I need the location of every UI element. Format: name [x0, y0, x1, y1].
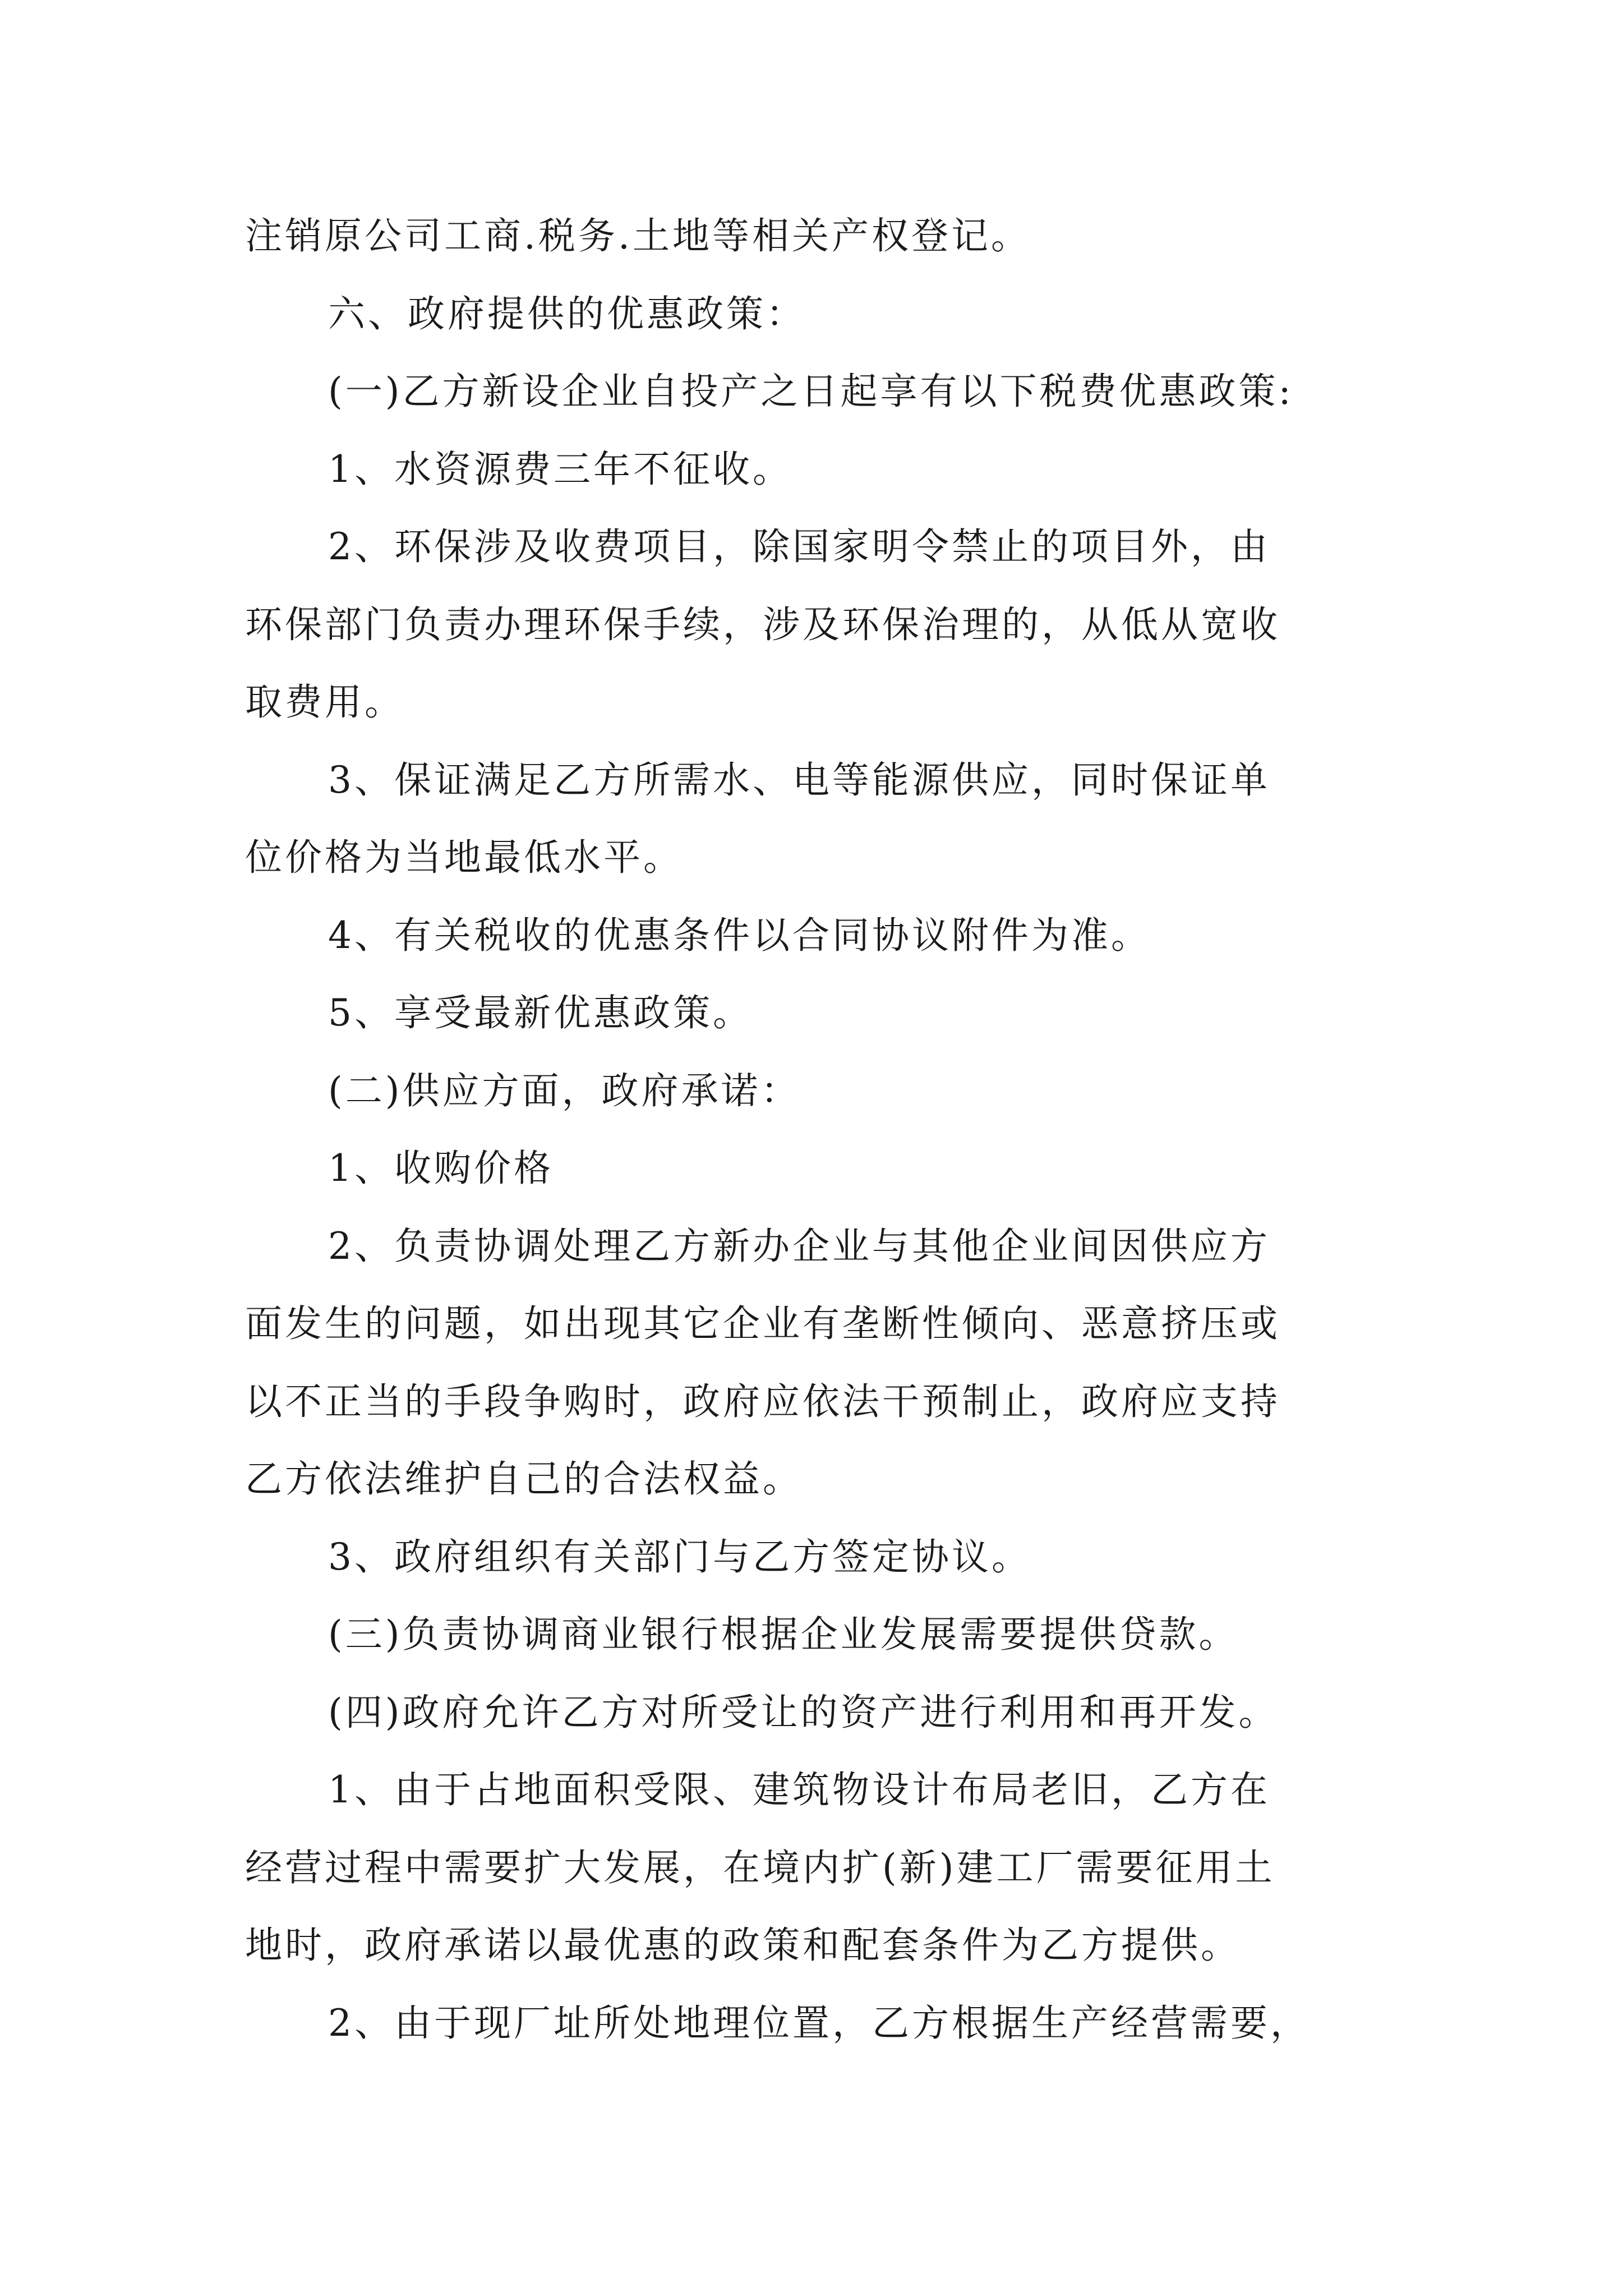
- subsection-heading: (二)供应方面，政府承诺：: [328, 1069, 801, 1112]
- text-line: 取费用。: [245, 680, 404, 724]
- text-line: 地时，政府承诺以最优惠的政策和配套条件为乙方提供。: [245, 1924, 1241, 1967]
- text-line: 面发生的问题，如出现其它企业有垄断性倾向、恶意挤压或: [245, 1302, 1280, 1345]
- section-heading: 六、政府提供的优惠政策：: [328, 292, 806, 335]
- text-line: 4、有关税收的优惠条件以合同协议附件为准。: [328, 913, 1151, 957]
- text-line: 2、负责协调处理乙方新办企业与其他企业间因供应方: [328, 1224, 1270, 1268]
- document-body: [245, 197, 1384, 2062]
- text-line: 以不正当的手段争购时，政府应依法干预制止，政府应支持: [245, 1379, 1280, 1423]
- text-line: 2、由于现厂址所处地理位置，乙方根据生产经营需要，: [328, 2001, 1310, 2045]
- text-line: 注销原公司工商.税务.土地等相关产权登记。: [245, 214, 1031, 257]
- text-line: 3、政府组织有关部门与乙方签定协议。: [328, 1535, 1031, 1579]
- text-line: 环保部门负责办理环保手续，涉及环保治理的，从低从宽收: [245, 602, 1280, 646]
- text-line: 1、由于占地面积受限、建筑物设计布局老旧，乙方在: [328, 1768, 1270, 1811]
- subsection-heading: (一)乙方新设企业自投产之日起享有以下税费优惠政策:: [328, 370, 1294, 413]
- text-line: 1、收购价格: [328, 1147, 554, 1190]
- text-line: 乙方依法维护自己的合法权益。: [245, 1457, 803, 1501]
- text-line: 位价格为当地最低水平。: [245, 836, 683, 879]
- text-line: 3、保证满足乙方所需水、电等能源供应，同时保证单: [328, 758, 1270, 802]
- text-line: 2、环保涉及收费项目，除国家明令禁止的项目外，由: [328, 525, 1270, 568]
- text-line: 5、享受最新优惠政策。: [328, 991, 753, 1034]
- text-line: 经营过程中需要扩大发展，在境内扩(新)建工厂需要征用土: [245, 1846, 1275, 1889]
- subsection-heading: (四)政府允许乙方对所受让的资产进行利用和再开发。: [328, 1690, 1279, 1734]
- text-line: 1、水资源费三年不征收。: [328, 447, 792, 491]
- subsection-heading: (三)负责协调商业银行根据企业发展需要提供贷款。: [328, 1613, 1239, 1656]
